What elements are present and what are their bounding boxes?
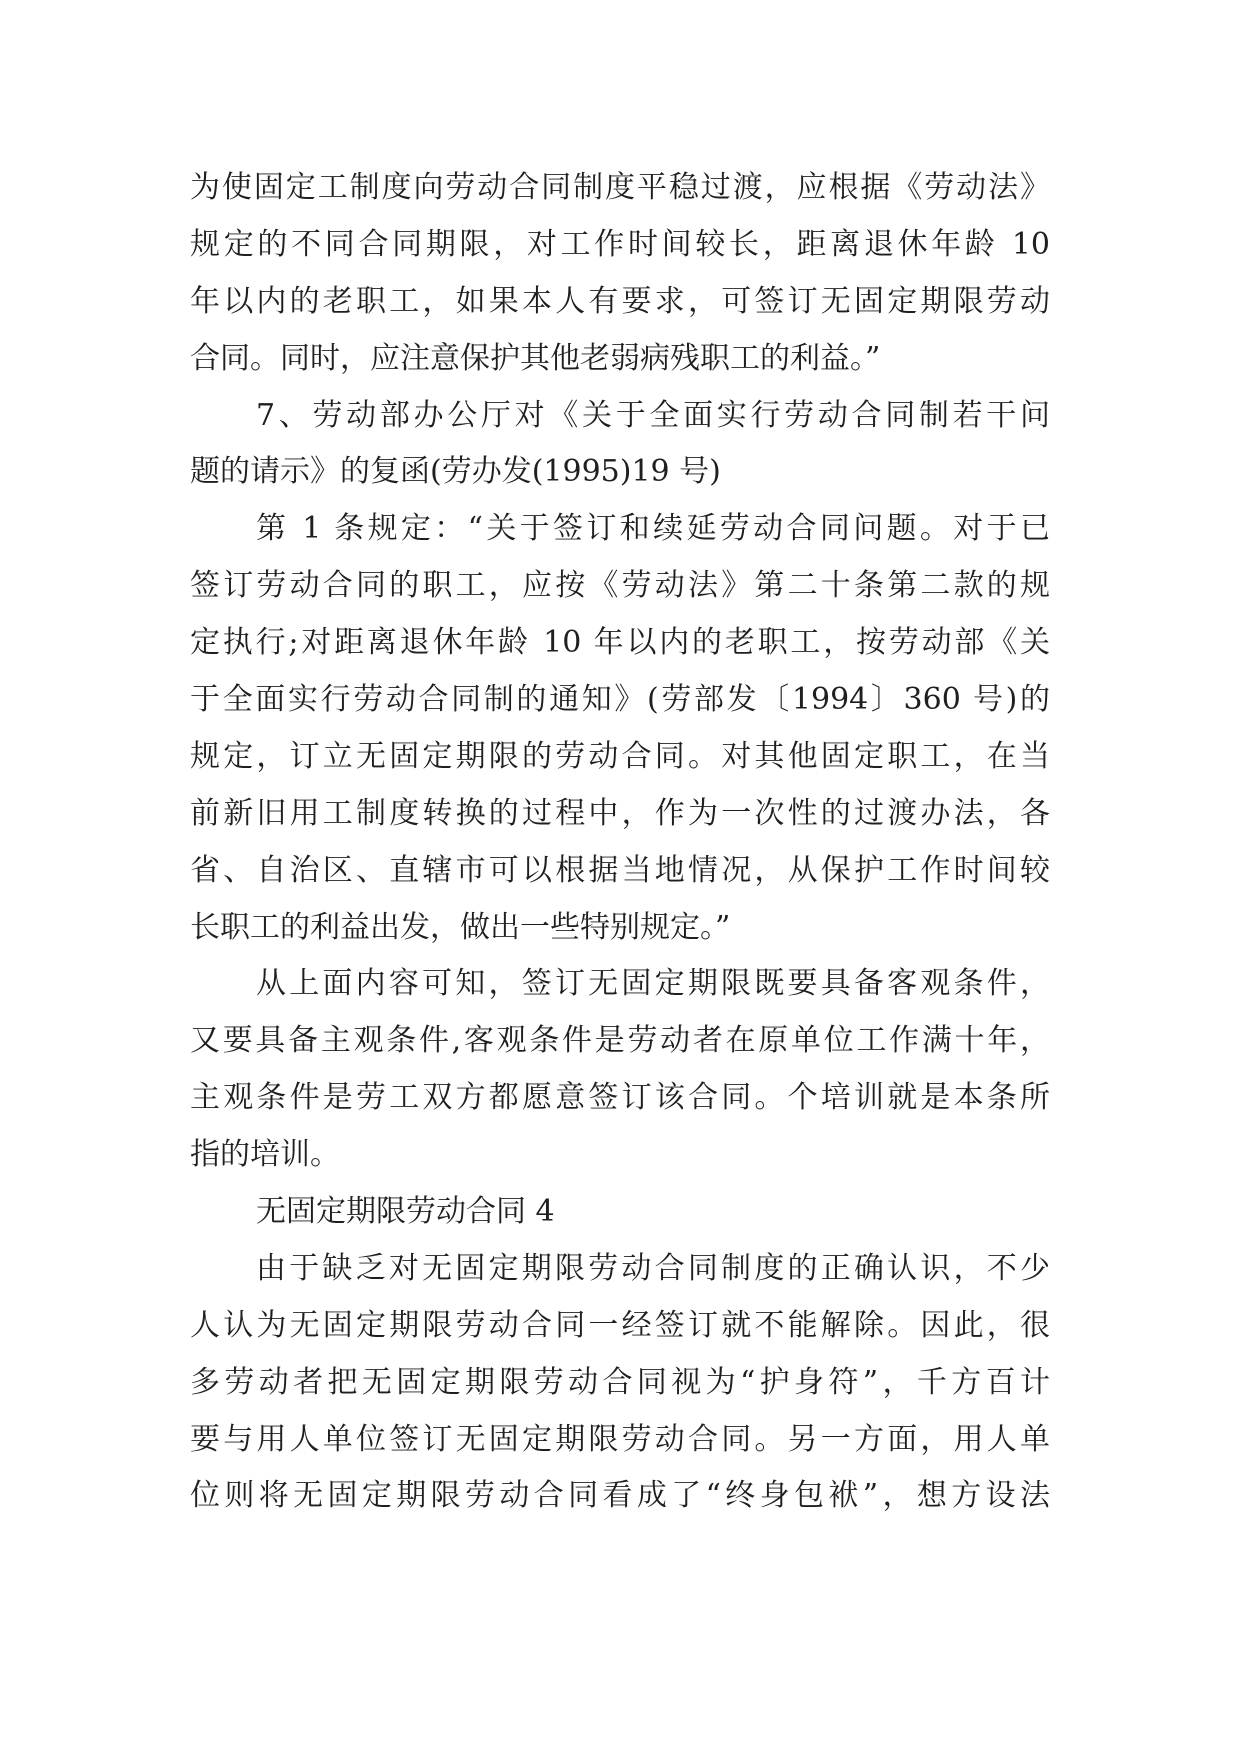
- text-line: 于全面实行劳动合同制的通知》(劳部发〔1994〕360 号)的: [190, 682, 1050, 718]
- text-line: 7、劳动部办公厅对《关于全面实行劳动合同制若干问: [256, 397, 1050, 433]
- text-line: 规定，订立无固定期限的劳动合同。对其他固定职工，在当: [190, 738, 1050, 774]
- text-line: 年以内的老职工，如果本人有要求，可签订无固定期限劳动: [190, 283, 1050, 319]
- text-line: 省、自治区、直辖市可以根据当地情况，从保护工作时间较: [190, 852, 1050, 888]
- text-line: 从上面内容可知，签订无固定期限既要具备客观条件，: [256, 966, 1050, 1002]
- text-line: 人认为无固定期限劳动合同一经签订就不能解除。因此，很: [190, 1307, 1050, 1343]
- text-line: 主观条件是劳工双方都愿意签订该合同。个培训就是本条所: [190, 1080, 1050, 1116]
- text-line: 多劳动者把无固定期限劳动合同视为“护身符”，千方百计: [190, 1364, 1050, 1400]
- section-heading: 无固定期限劳动合同 4: [256, 1194, 555, 1230]
- text-line: 题的请示》的复函(劳办发(1995)19 号): [190, 454, 721, 490]
- text-line: 前新旧用工制度转换的过程中，作为一次性的过渡办法，各: [190, 795, 1050, 831]
- text-line: 签订劳动合同的职工，应按《劳动法》第二十条第二款的规: [190, 568, 1050, 604]
- text-line: 为使固定工制度向劳动合同制度平稳过渡，应根据《劳动法》: [190, 170, 1050, 205]
- text-line: 又要具备主观条件,客观条件是劳动者在原单位工作满十年，: [190, 1023, 1050, 1059]
- document-body: [190, 160, 1050, 1525]
- text-line: 由于缺乏对无固定期限劳动合同制度的正确认识，不少: [256, 1250, 1050, 1286]
- text-line: 第 1 条规定：“关于签订和续延劳动合同问题。对于已: [256, 511, 1050, 547]
- text-line: 规定的不同合同期限，对工作时间较长，距离退休年龄 10: [190, 226, 1050, 262]
- text-line: 合同。同时，应注意保护其他老弱病残职工的利益。”: [190, 340, 881, 376]
- text-line: 定执行;对距离退休年龄 10 年以内的老职工，按劳动部《关: [190, 625, 1050, 661]
- text-line: 指的培训。: [190, 1137, 340, 1173]
- text-line: 位则将无固定期限劳动合同看成了“终身包袱”，想方设法: [190, 1478, 1050, 1514]
- text-line: 长职工的利益出发，做出一些特别规定。”: [190, 909, 731, 945]
- text-line: 要与用人单位签订无固定期限劳动合同。另一方面，用人单: [190, 1421, 1050, 1457]
